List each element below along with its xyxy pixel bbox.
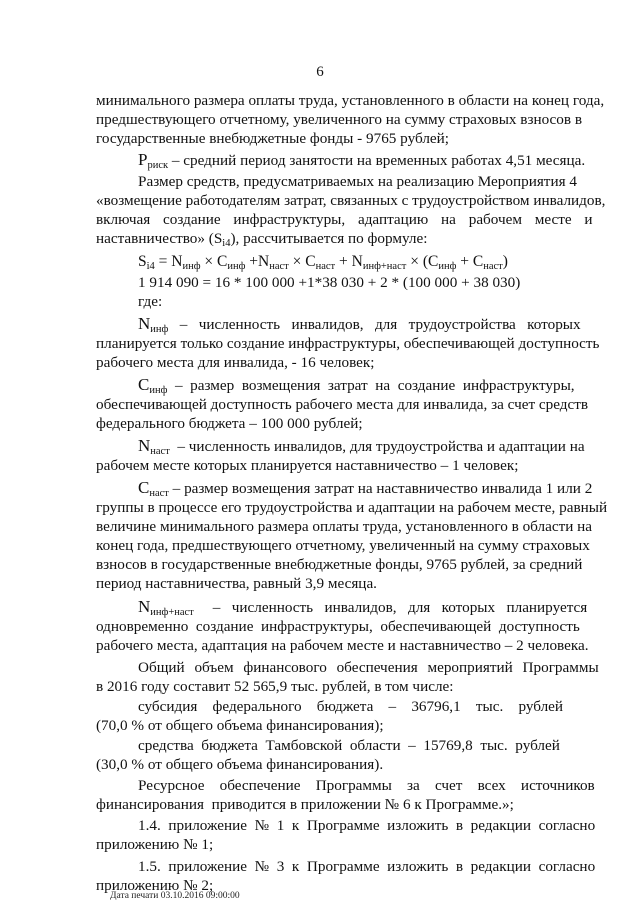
formula-line: $S_{i4} = N_{инф} \times C_{инф} +N_{наст} \times C_{наст} + N_{инф+наст} \times (C_{инф} + C_{наст})$ (138, 253, 508, 272)
page-number: 6 (316, 64, 324, 80)
text-line: Общий объем финансового обеспечения мероприятий Программы (138, 659, 599, 676)
text-line: минимального размера оплаты труда, установленного в области на конец года, (96, 92, 605, 109)
text-line: рабочего места, адаптация на рабочем месте и наставничество – 2 человека. (96, 637, 589, 654)
text-line: Ресурсное обеспечение Программы за счет всех источников (138, 777, 595, 794)
text-line: $C_{наст}$ – размер возмещения затрат на наставничество инвалида 1 или 2 (138, 478, 593, 499)
text-line: приложению № 1; (96, 836, 214, 853)
text-line: 1.4. приложение № 1 к Программе изложить в редакции согласно (138, 817, 596, 834)
text-line: наставничество» $(S_{i4})$, рассчитывается по формуле: (96, 230, 428, 249)
text-line: финансирования приводится в приложении № 6 к Программе.»; (96, 796, 514, 813)
text-line: $P_{риск}$ – средний период занятости на временных работах 4,51 месяца. (138, 150, 586, 171)
print-date-footer: Дата печати 03.10.2016 09:00:00 (110, 891, 240, 901)
text-line: группы в процессе его трудоустройства и адаптации на рабочем месте, равный (96, 499, 608, 516)
text-line: в 2016 году составит 52 565,9 тыс. рублей, в том числе: (96, 678, 454, 695)
text-line: величине минимального размера оплаты труда, установленного в области на (96, 518, 593, 535)
text-line: 1.5. приложение № 3 к Программе изложить в редакции согласно (138, 858, 596, 875)
text-line: $C_{инф}$ – размер возмещения затрат на создание инфраструктуры, (138, 375, 575, 396)
text-line: (30,0 % от общего объема финансирования). (96, 756, 384, 773)
text-line: рабочего места для инвалида, - 16 человек; (96, 354, 375, 371)
text-line: планируется только создание инфраструктуры, обеспечивающей доступность (96, 335, 600, 352)
text-line: $N_{наст}$ – численность инвалидов, для трудоустройства и адаптации на (138, 436, 585, 457)
text-line: федерального бюджета – 100 000 рублей; (96, 415, 363, 432)
text-line: государственные внебюджетные фонды - 9765 рублей; (96, 130, 449, 147)
text-line: период наставничества, равный 3,9 месяца. (96, 575, 377, 592)
text-line: субсидия федерального бюджета – 36796,1 тыс. рублей (138, 698, 564, 715)
text-line: включая создание инфраструктуры, адаптацию на рабочем месте и (96, 211, 593, 228)
text-line: $N_{инф}$ – численность инвалидов, для трудоустройства которых (138, 314, 581, 335)
text-line: рабочем месте которых планируется наставничество – 1 человек; (96, 457, 519, 474)
formula-line: 1 914 090 = 16 * 100 000 +1*38 030 + 2 * (100 000 + 38 030) (138, 274, 521, 291)
text-line: обеспечивающей доступность рабочего места для инвалида, за счет средств (96, 396, 589, 413)
text-line: взносов в государственные внебюджетные фонды, 9765 рублей, за средний (96, 556, 583, 573)
text-line: приложению № 2; (96, 877, 214, 894)
text-line: предшествующего отчетному, увеличенного на сумму страховых взносов в (96, 111, 583, 128)
text-line: Размер средств, предусматриваемых на реализацию Мероприятия 4 (138, 173, 577, 190)
text-line: одновременно создание инфраструктуры, обеспечивающей доступность (96, 618, 580, 635)
text-line: (70,0 % от общего объема финансирования); (96, 717, 384, 734)
text-line: $N_{инф+наст}$ – численность инвалидов, для которых планируется (138, 597, 588, 618)
text-line: «возмещение работодателям затрат, связанных с трудоустройством инвалидов, (96, 192, 606, 209)
text-line: конец года, предшествующего отчетному, увеличенный на сумму страховых (96, 537, 590, 554)
text-line: где: (138, 293, 163, 310)
text-line: средства бюджета Тамбовской области – 15769,8 тыс. рублей (138, 737, 560, 754)
